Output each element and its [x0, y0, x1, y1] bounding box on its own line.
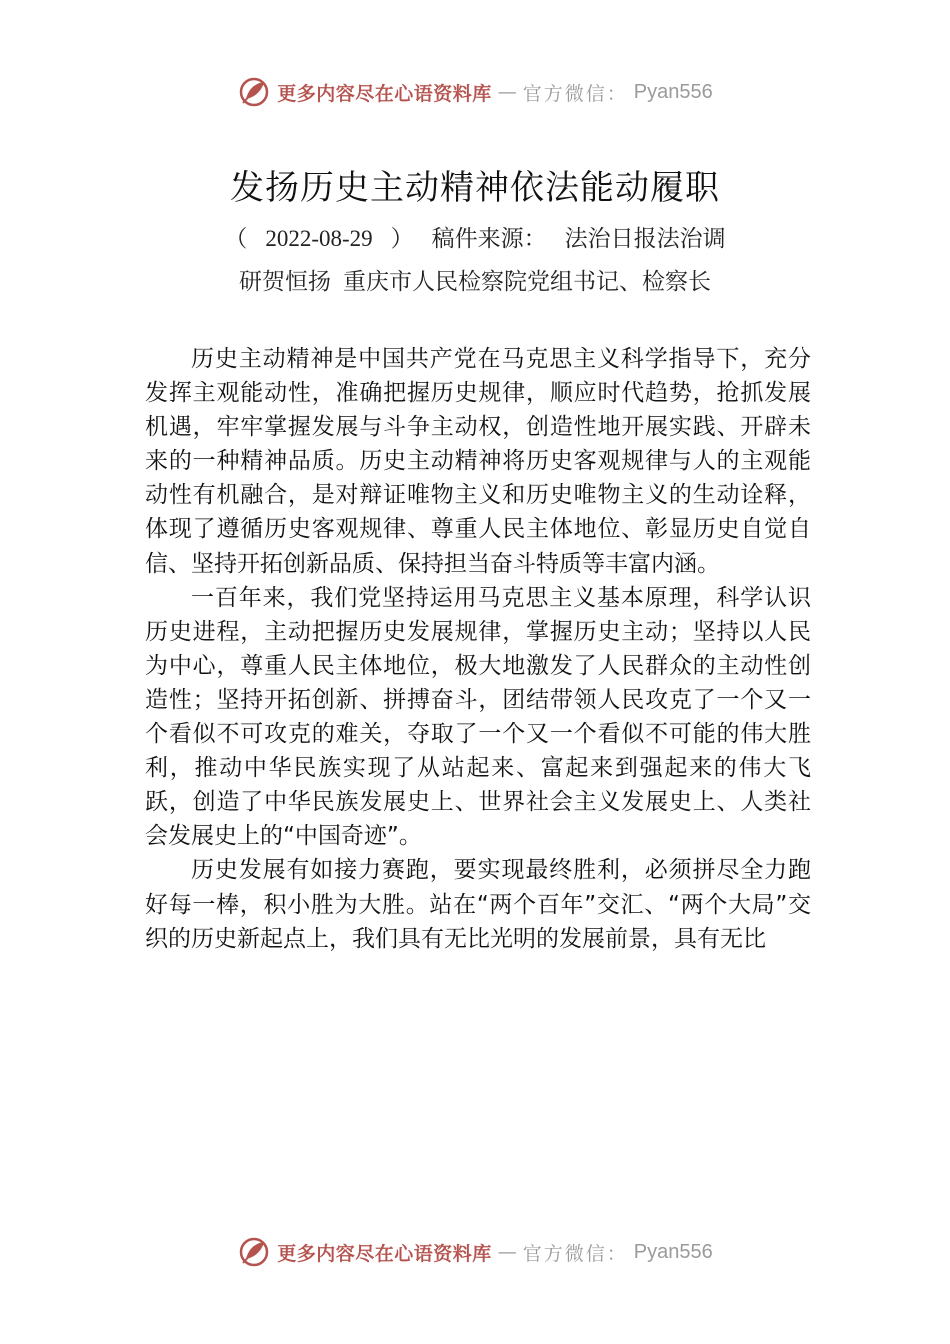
- source-part-1: 法治日报法治调: [564, 226, 726, 252]
- watermark-wechat-label: 官方微信：: [522, 82, 628, 105]
- paragraph: 历史发展有如接力赛跑，要实现最终胜利，必须拼尽全力跑好每一棒，积小胜为大胜。站在“两个百年”交汇、“两个大局”交织的历史新起点上，我们具有无比光明的发展前景，具有无比: [145, 857, 811, 952]
- article-date: 2022-08-29: [265, 226, 373, 251]
- article-author: 重庆市人民检察院党组书记、检察长: [343, 269, 711, 295]
- paragraph: 历史主动精神是中国共产党在马克思主义科学指导下，充分发挥主观能动性，准确把握历史规律，顺应时代趋势，抢抓发展机遇，牢牢掌握发展与斗争主动权，创造性地开展实践、开辟未来的一种精神品质。历史主动精神将历史客观规律与人的主观能动性有机融合，是对辩证唯物主义和历史唯物主义的生动诠释，体现了遵循历史客观规律、尊重人民主体地位、彰显历史自觉自信、坚持开拓创新品质、保持担当奋斗特质等丰富内涵。: [145, 346, 811, 577]
- source-part-2: 研贺恒扬: [239, 269, 331, 295]
- date-open-paren: （: [224, 226, 248, 252]
- leaf-logo-icon: [237, 1235, 271, 1269]
- article-meta-line-2: [0, 263, 950, 296]
- date-close-paren: ）: [390, 226, 414, 252]
- leaf-logo-icon: [237, 75, 271, 109]
- watermark-wechat-id: Pyan556: [633, 80, 713, 103]
- watermark-separator: —: [497, 1241, 517, 1263]
- watermark-header: [0, 72, 950, 112]
- watermark-wechat-label: 官方微信：: [522, 1242, 628, 1265]
- watermark-text: 更多内容尽在心语资料库: [277, 1242, 492, 1265]
- article-title: 发扬历史主动精神依法能动履职: [230, 168, 720, 208]
- paragraph: 一百年来，我们党坚持运用马克思主义基本原理，科学认识历史进程，主动把握历史发展规律，掌握历史主动；坚持以人民为中心，尊重人民主体地位，极大地激发了人民群众的主动性创造性；坚持开拓创新、拼搏奋斗，团结带领人民攻克了一个又一个看似不可攻克的难关，夺取了一个又一个看似不可能的伟大胜利，推动中华民族实现了从站起来、富起来到强起来的伟大飞跃，创造了中华民族发展史上、世界社会主义发展史上、人类社会发展史上的“中国奇迹”。: [145, 584, 811, 850]
- watermark-wechat-id: Pyan556: [633, 1240, 713, 1263]
- article-body: [145, 342, 811, 956]
- watermark-text: 更多内容尽在心语资料库: [277, 82, 492, 105]
- watermark-footer: [0, 1232, 950, 1272]
- source-label: 稿件来源：: [431, 226, 547, 252]
- article-meta-line-1: [0, 220, 950, 253]
- watermark-separator: —: [497, 81, 517, 103]
